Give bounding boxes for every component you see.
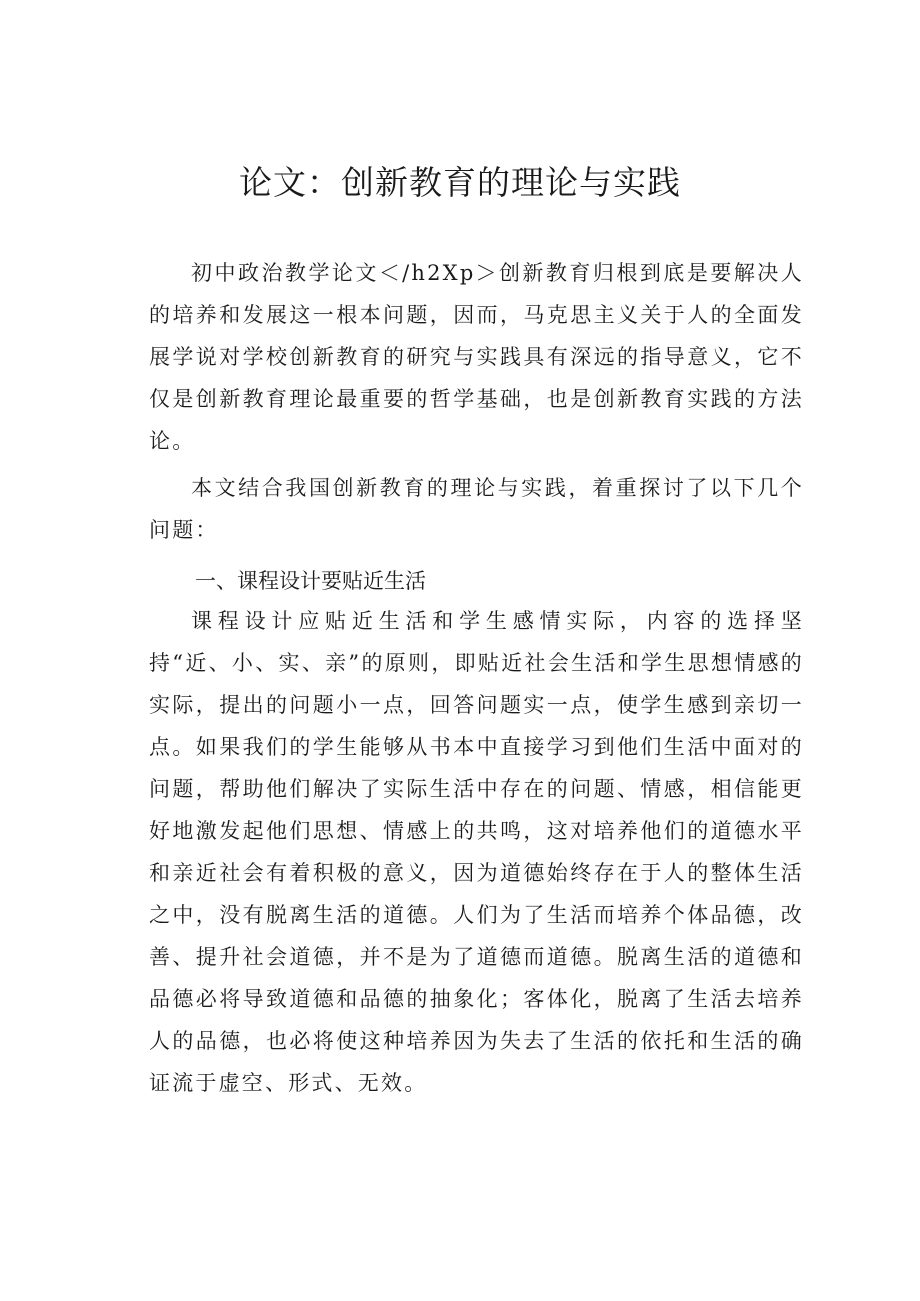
document-title: 论文：创新教育的理论与实践 bbox=[239, 163, 681, 202]
intro-paragraph: 初中政治教学论文＜/h2Xp＞创新教育归根到底是要解决人的培养和发展这一根本问题，因而，马克思主义关于人的全面发展学说对学校创新教育的研究与实践具有深远的指导意义，它不仅是创新教育理论最重要的哲学基础，也是创新教育实践的方法论。 bbox=[149, 261, 804, 453]
section-heading: 一、课程设计要贴近生活 bbox=[195, 569, 426, 593]
topics-paragraph: 本文结合我国创新教育的理论与实践，着重探讨了以下几个问题： bbox=[149, 476, 804, 542]
section-paragraph: 课程设计应贴近生活和学生感情实际，内容的选择坚持“近、小、实、亲”的原则，即贴近社会生活和学生思想情感的实际，提出的问题小一点，回答问题实一点，使学生感到亲切一点。如果我们的学生能够从书本中直接学习到他们生活中面对的问题，帮助他们解决了实际生活中存在的问题、情感，相信能更好地激发起他们思想、情感上的共鸣，这对培养他们的道德水平和亲近社会有着积极的意义，因为道德始终存在于人的整体生活之中，没有脱离生活的道德。人们为了生活而培养个体品德，改善、提升社会道德，并不是为了道德而道德。脱离生活的道德和品德必将导致道德和品德的抽象化；客体化，脱离了生活去培养人的品德，也必将使这种培养因为失去了生活的依托和生活的确证流于虚空、形式、无效。 bbox=[149, 609, 804, 1095]
